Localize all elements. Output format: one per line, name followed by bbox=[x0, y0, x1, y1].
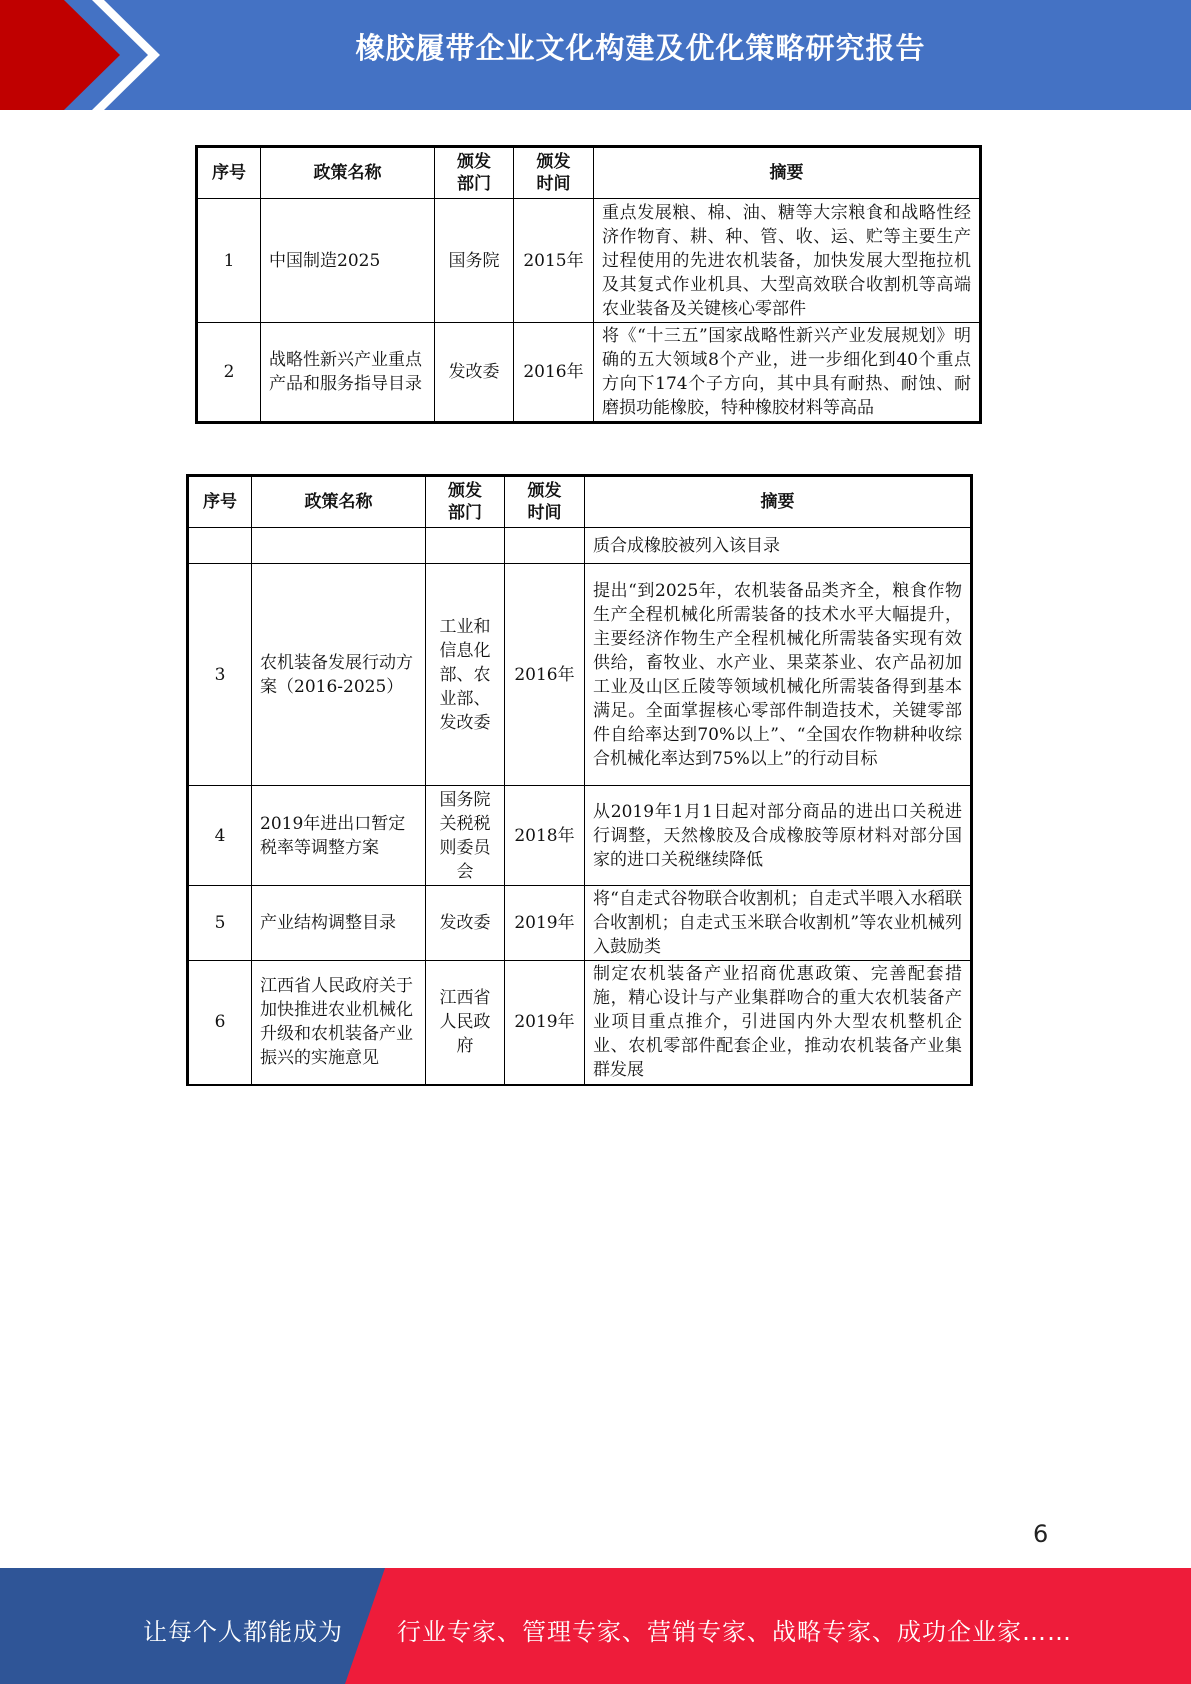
cell-no: 5 bbox=[188, 886, 252, 961]
cell-name: 江西省人民政府关于加快推进农业机械化升级和农机装备产业振兴的实施意见 bbox=[252, 961, 426, 1085]
cell-summary: 将“自走式谷物联合收割机；自走式半喂入水稻联合收割机；自走式玉米联合收割机”等农业机械列入鼓励类 bbox=[585, 886, 972, 961]
report-title: 橡胶履带企业文化构建及优化策略研究报告 bbox=[355, 31, 926, 65]
cell-dept: 发改委 bbox=[426, 886, 505, 961]
cell-summary: 质合成橡胶被列入该目录 bbox=[585, 528, 972, 564]
col-header-time: 颁发 时间 bbox=[514, 147, 594, 199]
cell-name: 2019年进出口暂定税率等调整方案 bbox=[252, 786, 426, 886]
cell-name bbox=[252, 528, 426, 564]
col-header-summary: 摘要 bbox=[594, 147, 981, 199]
cell-no: 6 bbox=[188, 961, 252, 1085]
cell-name: 产业结构调整目录 bbox=[252, 886, 426, 961]
policy-table-2 bbox=[186, 474, 973, 1086]
cell-name: 农机装备发展行动方案（2016-2025） bbox=[252, 564, 426, 786]
table-row bbox=[188, 961, 972, 1085]
cell-no: 2 bbox=[197, 323, 261, 423]
page-number: 6 bbox=[1033, 1520, 1049, 1548]
cell-no bbox=[188, 528, 252, 564]
cell-dept: 国务院关税税则委员会 bbox=[426, 786, 505, 886]
col-header-dept: 颁发 部门 bbox=[435, 147, 514, 199]
cell-time: 2018年 bbox=[505, 786, 585, 886]
col-header-summary: 摘要 bbox=[585, 476, 972, 528]
cell-summary: 将《“十三五”国家战略性新兴产业发展规划》明确的五大领域8个产业，进一步细化到40个重点方向下174个子方向，其中具有耐热、耐蚀、耐磨损功能橡胶，特种橡胶材料等高品 bbox=[594, 323, 981, 423]
col-header-dept: 颁发 部门 bbox=[426, 476, 505, 528]
table-row bbox=[197, 199, 981, 323]
table-row bbox=[188, 886, 972, 961]
cell-time: 2016年 bbox=[505, 564, 585, 786]
cell-dept: 工业和信息化部、农业部、发改委 bbox=[426, 564, 505, 786]
cell-no: 1 bbox=[197, 199, 261, 323]
table-header-row bbox=[188, 476, 972, 528]
col-header-name: 政策名称 bbox=[261, 147, 435, 199]
cell-name: 中国制造2025 bbox=[261, 199, 435, 323]
cell-time: 2015年 bbox=[514, 199, 594, 323]
page-footer bbox=[0, 1568, 1191, 1684]
col-header-no: 序号 bbox=[188, 476, 252, 528]
cell-time bbox=[505, 528, 585, 564]
cell-dept: 发改委 bbox=[435, 323, 514, 423]
table-row bbox=[188, 786, 972, 886]
cell-dept: 国务院 bbox=[435, 199, 514, 323]
table-row bbox=[188, 528, 972, 564]
col-header-no: 序号 bbox=[197, 147, 261, 199]
page-header bbox=[0, 0, 1191, 110]
cell-summary: 提出“到2025年，农机装备品类齐全，粮食作物生产全程机械化所需装备的技术水平大幅提升，主要经济作物生产全程机械化所需装备实现有效供给，畜牧业、水产业、果菜茶业、农产品初加工业及山区丘陵等领域机械化所需装备得到基本满足。全面掌握核心零部件制造技术，关键零部件自给率达到70%以上”、“全国农作物耕种收综合机械化率达到75%以上”的行动目标 bbox=[585, 564, 972, 786]
cell-no: 3 bbox=[188, 564, 252, 786]
cell-time: 2019年 bbox=[505, 961, 585, 1085]
table-header-row bbox=[197, 147, 981, 199]
cell-dept: 江西省人民政府 bbox=[426, 961, 505, 1085]
cell-dept bbox=[426, 528, 505, 564]
table-row bbox=[188, 564, 972, 786]
cell-summary: 重点发展粮、棉、油、糖等大宗粮食和战略性经济作物育、耕、种、管、收、运、贮等主要生产过程使用的先进农机装备，加快发展大型拖拉机及其复式作业机具、大型高效联合收割机等高端农业装备及关键核心零部件 bbox=[594, 199, 981, 323]
cell-summary: 制定农机装备产业招商优惠政策、完善配套措施，精心设计与产业集群吻合的重大农机装备产业项目重点推介，引进国内外大型农机整机企业、农机零部件配套企业，推动农机装备产业集群发展 bbox=[585, 961, 972, 1085]
cell-no: 4 bbox=[188, 786, 252, 886]
col-header-time: 颁发 时间 bbox=[505, 476, 585, 528]
table-row bbox=[197, 323, 981, 423]
col-header-name: 政策名称 bbox=[252, 476, 426, 528]
cell-name: 战略性新兴产业重点产品和服务指导目录 bbox=[261, 323, 435, 423]
cell-time: 2019年 bbox=[505, 886, 585, 961]
cell-summary: 从2019年1月1日起对部分商品的进出口关税进行调整，天然橡胶及合成橡胶等原材料对部分国家的进口关税继续降低 bbox=[585, 786, 972, 886]
footer-slogan-right: 行业专家、管理专家、营销专家、战略专家、成功企业家…… bbox=[397, 1618, 1072, 1646]
policy-table-1 bbox=[195, 145, 982, 424]
footer-slogan-left: 让每个人都能成为 bbox=[143, 1618, 343, 1646]
cell-time: 2016年 bbox=[514, 323, 594, 423]
